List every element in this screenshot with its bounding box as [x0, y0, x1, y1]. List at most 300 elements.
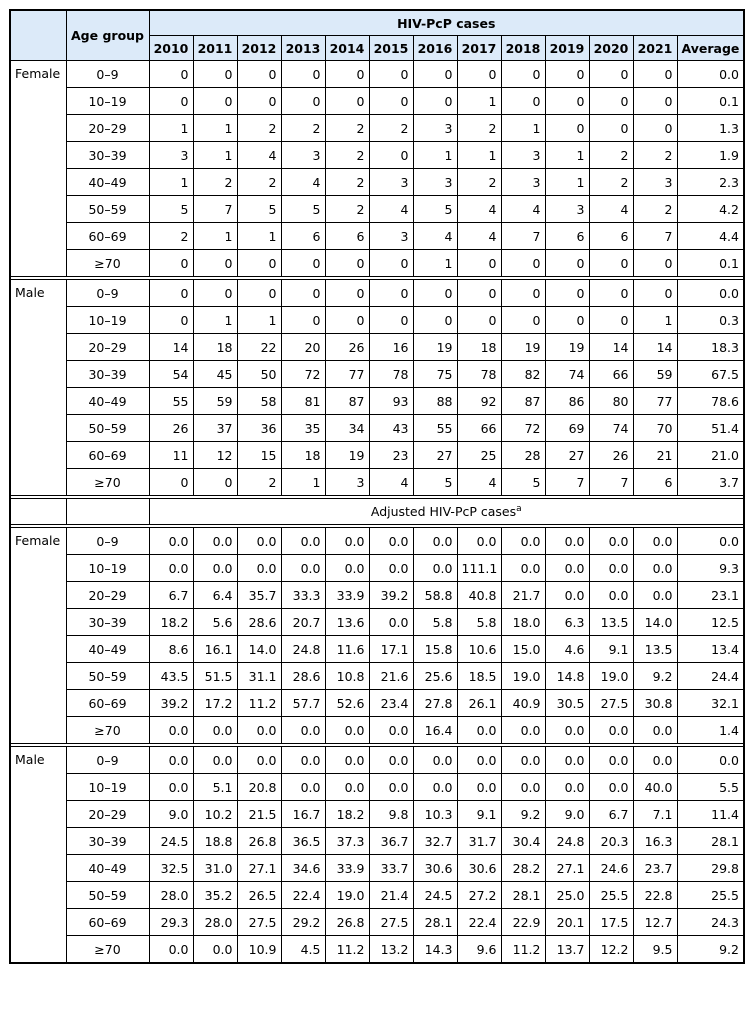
- value-cell: 43: [369, 415, 413, 442]
- value-cell: 0.0: [149, 555, 193, 582]
- value-cell: 9.2: [501, 801, 545, 828]
- table-row: [10, 88, 744, 115]
- value-cell: 77: [633, 388, 677, 415]
- value-cell: 4: [457, 196, 501, 223]
- sex-label: Female: [10, 528, 66, 744]
- value-cell: 10.2: [193, 801, 237, 828]
- year-header: 2011: [193, 36, 237, 61]
- average-cell: 29.8: [677, 855, 744, 882]
- value-cell: 28.0: [193, 909, 237, 936]
- value-cell: 2: [369, 115, 413, 142]
- value-cell: 40.8: [457, 582, 501, 609]
- table-body: [10, 61, 744, 964]
- value-cell: 23.4: [369, 690, 413, 717]
- value-cell: 0.0: [325, 528, 369, 555]
- value-cell: 1: [633, 307, 677, 334]
- value-cell: 0.0: [589, 528, 633, 555]
- value-cell: 16.3: [633, 828, 677, 855]
- value-cell: 2: [325, 115, 369, 142]
- value-cell: 0.0: [413, 747, 457, 774]
- value-cell: 3: [413, 115, 457, 142]
- value-cell: 58: [237, 388, 281, 415]
- value-cell: 9.1: [457, 801, 501, 828]
- value-cell: 7: [193, 196, 237, 223]
- value-cell: 66: [589, 361, 633, 388]
- value-cell: 14.0: [237, 636, 281, 663]
- value-cell: 2: [237, 115, 281, 142]
- average-cell: 9.3: [677, 555, 744, 582]
- year-header: 2012: [237, 36, 281, 61]
- corner-cell: [10, 10, 66, 61]
- value-cell: 59: [633, 361, 677, 388]
- value-cell: 24.5: [413, 882, 457, 909]
- value-cell: 0: [369, 88, 413, 115]
- value-cell: 0.0: [457, 717, 501, 744]
- value-cell: 2: [589, 142, 633, 169]
- value-cell: 45: [193, 361, 237, 388]
- table-row: [10, 747, 744, 774]
- value-cell: 0: [413, 61, 457, 88]
- value-cell: 0: [501, 61, 545, 88]
- value-cell: 0.0: [545, 555, 589, 582]
- value-cell: 0: [589, 307, 633, 334]
- table-row: [10, 582, 744, 609]
- value-cell: 2: [633, 196, 677, 223]
- value-cell: 1: [545, 142, 589, 169]
- value-cell: 82: [501, 361, 545, 388]
- value-cell: 0: [149, 469, 193, 496]
- value-cell: 0.0: [369, 528, 413, 555]
- value-cell: 9.1: [589, 636, 633, 663]
- table-row: [10, 334, 744, 361]
- value-cell: 0.0: [369, 555, 413, 582]
- value-cell: 0: [325, 280, 369, 307]
- table-row: [10, 717, 744, 744]
- average-cell: 78.6: [677, 388, 744, 415]
- value-cell: 35.7: [237, 582, 281, 609]
- value-cell: 20.7: [281, 609, 325, 636]
- value-cell: 0: [545, 250, 589, 277]
- value-cell: 39.2: [369, 582, 413, 609]
- value-cell: 43.5: [149, 663, 193, 690]
- value-cell: 1: [281, 469, 325, 496]
- value-cell: 0: [501, 88, 545, 115]
- adjusted-cases-title: Adjusted HIV-PcP cases: [370, 504, 517, 519]
- value-cell: 0.0: [457, 747, 501, 774]
- value-cell: 0.0: [325, 717, 369, 744]
- value-cell: 4: [369, 196, 413, 223]
- average-cell: 28.1: [677, 828, 744, 855]
- year-header: 2016: [413, 36, 457, 61]
- value-cell: 0.0: [413, 774, 457, 801]
- value-cell: 6.7: [149, 582, 193, 609]
- value-cell: 14.0: [633, 609, 677, 636]
- average-cell: 0.3: [677, 307, 744, 334]
- value-cell: 66: [457, 415, 501, 442]
- value-cell: 13.5: [633, 636, 677, 663]
- hiv-pcp-table: [9, 9, 745, 964]
- value-cell: 28: [501, 442, 545, 469]
- value-cell: 0.0: [589, 774, 633, 801]
- value-cell: 2: [281, 115, 325, 142]
- sex-label: Male: [10, 280, 66, 496]
- value-cell: 13.6: [325, 609, 369, 636]
- value-cell: 92: [457, 388, 501, 415]
- value-cell: 30.4: [501, 828, 545, 855]
- average-cell: 0.1: [677, 250, 744, 277]
- value-cell: 7: [589, 469, 633, 496]
- adjusted-title-row: [10, 499, 744, 525]
- value-cell: 16: [369, 334, 413, 361]
- average-cell: 11.4: [677, 801, 744, 828]
- value-cell: 5.8: [413, 609, 457, 636]
- age-group-cell: 20–29: [66, 334, 149, 361]
- value-cell: 25: [457, 442, 501, 469]
- value-cell: 59: [193, 388, 237, 415]
- value-cell: 10.9: [237, 936, 281, 964]
- value-cell: 2: [237, 469, 281, 496]
- value-cell: 0: [545, 307, 589, 334]
- table-row: [10, 61, 744, 88]
- value-cell: 111.1: [457, 555, 501, 582]
- value-cell: 0.0: [501, 528, 545, 555]
- year-header: Average: [677, 36, 744, 61]
- value-cell: 18: [281, 442, 325, 469]
- value-cell: 0: [633, 61, 677, 88]
- value-cell: 40.9: [501, 690, 545, 717]
- value-cell: 28.1: [501, 882, 545, 909]
- value-cell: 12: [193, 442, 237, 469]
- age-group-cell: ≥70: [66, 469, 149, 496]
- value-cell: 0.0: [413, 555, 457, 582]
- year-header: 2010: [149, 36, 193, 61]
- value-cell: 0.0: [149, 747, 193, 774]
- value-cell: 6: [281, 223, 325, 250]
- value-cell: 4: [589, 196, 633, 223]
- value-cell: 22.4: [281, 882, 325, 909]
- average-cell: 24.4: [677, 663, 744, 690]
- value-cell: 0.0: [457, 528, 501, 555]
- average-cell: 4.2: [677, 196, 744, 223]
- value-cell: 0: [633, 88, 677, 115]
- value-cell: 13.2: [369, 936, 413, 964]
- value-cell: 33.9: [325, 855, 369, 882]
- age-group-cell: 10–19: [66, 555, 149, 582]
- blank-cell: [10, 499, 66, 525]
- value-cell: 0: [237, 250, 281, 277]
- value-cell: 0.0: [369, 774, 413, 801]
- value-cell: 0: [369, 250, 413, 277]
- average-cell: 21.0: [677, 442, 744, 469]
- table-row: [10, 774, 744, 801]
- table-row: [10, 555, 744, 582]
- age-group-cell: ≥70: [66, 717, 149, 744]
- value-cell: 70: [633, 415, 677, 442]
- age-group-cell: 0–9: [66, 747, 149, 774]
- value-cell: 31.0: [193, 855, 237, 882]
- value-cell: 51.5: [193, 663, 237, 690]
- value-cell: 3: [413, 169, 457, 196]
- value-cell: 24.8: [545, 828, 589, 855]
- value-cell: 15: [237, 442, 281, 469]
- value-cell: 0.0: [237, 747, 281, 774]
- value-cell: 16.7: [281, 801, 325, 828]
- value-cell: 5.1: [193, 774, 237, 801]
- value-cell: 33.9: [325, 582, 369, 609]
- average-cell: 18.3: [677, 334, 744, 361]
- value-cell: 1: [237, 307, 281, 334]
- value-cell: 0.0: [193, 717, 237, 744]
- value-cell: 3: [369, 223, 413, 250]
- value-cell: 6.7: [589, 801, 633, 828]
- value-cell: 27.2: [457, 882, 501, 909]
- table-row: [10, 528, 744, 555]
- value-cell: 0.0: [545, 717, 589, 744]
- value-cell: 2: [149, 223, 193, 250]
- value-cell: 26: [149, 415, 193, 442]
- value-cell: 0.0: [281, 528, 325, 555]
- age-group-cell: 60–69: [66, 690, 149, 717]
- average-cell: 1.4: [677, 717, 744, 744]
- value-cell: 1: [501, 115, 545, 142]
- value-cell: 4: [237, 142, 281, 169]
- age-group-cell: 40–49: [66, 636, 149, 663]
- value-cell: 0.0: [325, 774, 369, 801]
- value-cell: 1: [149, 169, 193, 196]
- value-cell: 0: [545, 61, 589, 88]
- value-cell: 0: [457, 307, 501, 334]
- average-cell: 0.0: [677, 61, 744, 88]
- value-cell: 9.5: [633, 936, 677, 964]
- value-cell: 74: [545, 361, 589, 388]
- value-cell: 4: [369, 469, 413, 496]
- value-cell: 29.3: [149, 909, 193, 936]
- value-cell: 9.2: [633, 663, 677, 690]
- table-row: [10, 388, 744, 415]
- value-cell: 3: [545, 196, 589, 223]
- value-cell: 0.0: [193, 555, 237, 582]
- value-cell: 15.8: [413, 636, 457, 663]
- value-cell: 19: [501, 334, 545, 361]
- value-cell: 0.0: [149, 528, 193, 555]
- age-group-cell: 20–29: [66, 115, 149, 142]
- value-cell: 1: [413, 250, 457, 277]
- value-cell: 0: [457, 250, 501, 277]
- average-cell: 25.5: [677, 882, 744, 909]
- value-cell: 27: [413, 442, 457, 469]
- value-cell: 36: [237, 415, 281, 442]
- average-cell: 3.7: [677, 469, 744, 496]
- age-group-cell: 50–59: [66, 196, 149, 223]
- value-cell: 0.0: [633, 747, 677, 774]
- value-cell: 21.4: [369, 882, 413, 909]
- value-cell: 9.6: [457, 936, 501, 964]
- value-cell: 0: [633, 250, 677, 277]
- average-cell: 13.4: [677, 636, 744, 663]
- value-cell: 54: [149, 361, 193, 388]
- value-cell: 2: [325, 142, 369, 169]
- value-cell: 55: [149, 388, 193, 415]
- value-cell: 52.6: [325, 690, 369, 717]
- value-cell: 35: [281, 415, 325, 442]
- average-cell: 67.5: [677, 361, 744, 388]
- value-cell: 0.0: [589, 747, 633, 774]
- value-cell: 28.6: [281, 663, 325, 690]
- value-cell: 4.5: [281, 936, 325, 964]
- value-cell: 0: [501, 280, 545, 307]
- value-cell: 27.1: [545, 855, 589, 882]
- value-cell: 0: [413, 280, 457, 307]
- value-cell: 34: [325, 415, 369, 442]
- value-cell: 3: [325, 469, 369, 496]
- value-cell: 0: [149, 280, 193, 307]
- value-cell: 10.3: [413, 801, 457, 828]
- value-cell: 37: [193, 415, 237, 442]
- value-cell: 22: [237, 334, 281, 361]
- value-cell: 0: [281, 307, 325, 334]
- value-cell: 13.7: [545, 936, 589, 964]
- table-row: [10, 936, 744, 964]
- value-cell: 0: [325, 88, 369, 115]
- value-cell: 0: [237, 88, 281, 115]
- value-cell: 22.9: [501, 909, 545, 936]
- value-cell: 12.2: [589, 936, 633, 964]
- value-cell: 0: [281, 250, 325, 277]
- value-cell: 21.7: [501, 582, 545, 609]
- value-cell: 0.0: [369, 717, 413, 744]
- value-cell: 0.0: [589, 582, 633, 609]
- table-row: [10, 663, 744, 690]
- value-cell: 24.5: [149, 828, 193, 855]
- value-cell: 39.2: [149, 690, 193, 717]
- value-cell: 17.1: [369, 636, 413, 663]
- value-cell: 6: [325, 223, 369, 250]
- value-cell: 4: [501, 196, 545, 223]
- value-cell: 6.3: [545, 609, 589, 636]
- value-cell: 58.8: [413, 582, 457, 609]
- average-cell: 0.0: [677, 280, 744, 307]
- value-cell: 19.0: [501, 663, 545, 690]
- value-cell: 0: [369, 142, 413, 169]
- value-cell: 0: [193, 280, 237, 307]
- value-cell: 5: [281, 196, 325, 223]
- value-cell: 0.0: [369, 609, 413, 636]
- value-cell: 0: [413, 88, 457, 115]
- value-cell: 21: [633, 442, 677, 469]
- age-group-cell: 0–9: [66, 61, 149, 88]
- value-cell: 25.5: [589, 882, 633, 909]
- table-row: [10, 115, 744, 142]
- value-cell: 23.7: [633, 855, 677, 882]
- age-group-cell: 20–29: [66, 582, 149, 609]
- value-cell: 5: [237, 196, 281, 223]
- value-cell: 30.6: [413, 855, 457, 882]
- year-header: 2020: [589, 36, 633, 61]
- table-row: [10, 196, 744, 223]
- value-cell: 2: [633, 142, 677, 169]
- table-row: [10, 169, 744, 196]
- value-cell: 2: [193, 169, 237, 196]
- value-cell: 19.0: [589, 663, 633, 690]
- value-cell: 2: [237, 169, 281, 196]
- year-header: 2021: [633, 36, 677, 61]
- value-cell: 28.2: [501, 855, 545, 882]
- value-cell: 31.7: [457, 828, 501, 855]
- value-cell: 78: [369, 361, 413, 388]
- average-cell: 0.0: [677, 747, 744, 774]
- value-cell: 0.0: [325, 555, 369, 582]
- age-group-cell: ≥70: [66, 250, 149, 277]
- value-cell: 77: [325, 361, 369, 388]
- age-group-cell: 60–69: [66, 442, 149, 469]
- value-cell: 0.0: [237, 555, 281, 582]
- value-cell: 4.6: [545, 636, 589, 663]
- value-cell: 0.0: [149, 774, 193, 801]
- table-row: [10, 142, 744, 169]
- age-group-cell: 50–59: [66, 663, 149, 690]
- table-row: [10, 307, 744, 334]
- value-cell: 19: [545, 334, 589, 361]
- value-cell: 0.0: [149, 717, 193, 744]
- value-cell: 72: [281, 361, 325, 388]
- value-cell: 0.0: [633, 582, 677, 609]
- age-group-header: Age group: [66, 10, 149, 61]
- value-cell: 26.8: [325, 909, 369, 936]
- value-cell: 1: [457, 88, 501, 115]
- value-cell: 18.0: [501, 609, 545, 636]
- value-cell: 23: [369, 442, 413, 469]
- value-cell: 3: [369, 169, 413, 196]
- value-cell: 9.8: [369, 801, 413, 828]
- table-row: [10, 415, 744, 442]
- value-cell: 11.2: [501, 936, 545, 964]
- year-header: 2013: [281, 36, 325, 61]
- age-group-cell: 0–9: [66, 280, 149, 307]
- age-group-cell: 50–59: [66, 882, 149, 909]
- age-group-cell: 40–49: [66, 388, 149, 415]
- average-cell: 23.1: [677, 582, 744, 609]
- value-cell: 1: [149, 115, 193, 142]
- average-cell: 1.9: [677, 142, 744, 169]
- value-cell: 25.0: [545, 882, 589, 909]
- table-row: [10, 801, 744, 828]
- value-cell: 19.0: [325, 882, 369, 909]
- value-cell: 33.7: [369, 855, 413, 882]
- value-cell: 0: [457, 61, 501, 88]
- value-cell: 27.8: [413, 690, 457, 717]
- value-cell: 14: [149, 334, 193, 361]
- value-cell: 0: [501, 250, 545, 277]
- age-group-cell: 0–9: [66, 528, 149, 555]
- value-cell: 87: [325, 388, 369, 415]
- table-row: [10, 223, 744, 250]
- table-row: [10, 442, 744, 469]
- value-cell: 30.8: [633, 690, 677, 717]
- value-cell: 18.8: [193, 828, 237, 855]
- value-cell: 0.0: [281, 774, 325, 801]
- value-cell: 13.5: [589, 609, 633, 636]
- value-cell: 0: [281, 61, 325, 88]
- table-row: [10, 280, 744, 307]
- average-cell: 0.0: [677, 528, 744, 555]
- value-cell: 26.1: [457, 690, 501, 717]
- value-cell: 10.6: [457, 636, 501, 663]
- value-cell: 26: [325, 334, 369, 361]
- value-cell: 24.8: [281, 636, 325, 663]
- value-cell: 0.0: [501, 747, 545, 774]
- value-cell: 12.7: [633, 909, 677, 936]
- average-cell: 5.5: [677, 774, 744, 801]
